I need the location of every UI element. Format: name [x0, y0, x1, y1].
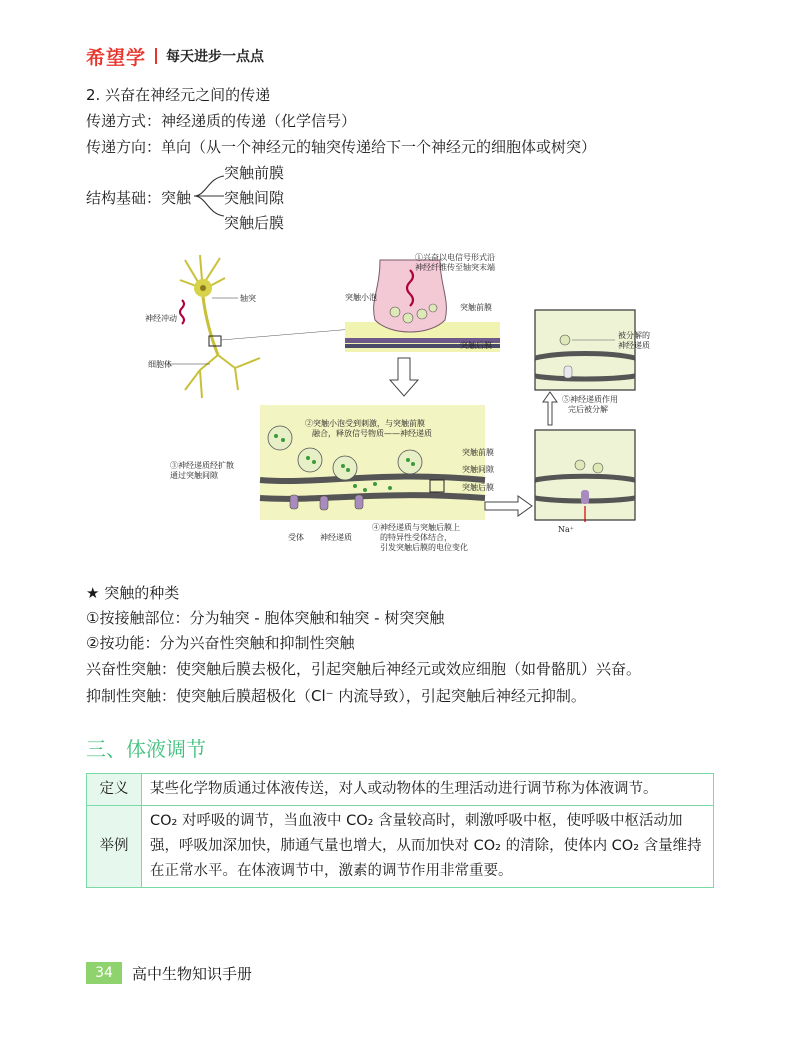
step5-line2: 完后被分解 — [568, 405, 608, 414]
excitatory-synapse: 兴奋性突触：使突触后膜去极化，引起突触后神经元或效应细胞（如骨骼肌）兴奋。 — [86, 660, 642, 678]
transfer-direction: 传递方向：单向（从一个神经元的轴突传递给下一个神经元的细胞体或树突） — [86, 138, 597, 156]
label-pre-mid: 突触前膜 — [462, 448, 494, 457]
label-transmitter: 神经递质 — [320, 533, 352, 542]
structure-part-cleft: 突触间隙 — [224, 189, 285, 207]
synapse-figure — [140, 240, 660, 575]
label-post-top: 突触后膜 — [460, 341, 492, 350]
step2-line1: ②突触小泡受到刺激，与突触前膜 — [305, 419, 425, 428]
label-receptor: 受体 — [288, 533, 304, 542]
structure-brace — [192, 168, 226, 224]
inhibitory-synapse: 抑制性突触：使突触后膜超极化（Cl⁻ 内流导致），引起突触后神经元抑制。 — [86, 687, 586, 705]
step4-line3: 引发突触后膜的电位变化 — [380, 543, 468, 552]
right-panel-upper — [535, 310, 635, 390]
section-heading: 2. 兴奋在神经元之间的传递 — [86, 86, 271, 104]
label-cell-body: 细胞体 — [148, 360, 172, 369]
decomposed-line2: 神经递质 — [618, 341, 650, 350]
table-row — [87, 806, 714, 888]
definition-text: 某些化学物质通过体液传送，对人或动物体的生理活动进行调节称为体液调节。 — [142, 774, 714, 806]
header-divider — [155, 48, 157, 64]
page-footer — [86, 962, 252, 984]
label-axon: 轴突 — [240, 294, 256, 303]
transfer-method: 传递方式：神经递质的传递（化学信号） — [86, 112, 357, 130]
label-cleft-mid: 突触间隙 — [462, 465, 494, 474]
step2-line2: 融合，释放信号物质——神经递质 — [312, 429, 432, 438]
types-title: ★ 突触的种类 — [86, 584, 180, 602]
neuron-drawing — [165, 255, 365, 398]
structure-label: 结构基础：突触 — [86, 189, 192, 207]
right-panel-lower — [535, 430, 635, 522]
page-header — [86, 44, 264, 68]
label-na: Na⁺ — [558, 525, 574, 534]
step4-line1: ④神经递质与突触后膜上 — [372, 523, 460, 532]
step3-line1: ③神经递质经扩散 — [170, 461, 234, 470]
step4-line2: 的特异性受体结合， — [380, 533, 452, 542]
types-item-1: ①按接触部位：分为轴突 - 胞体突触和轴突 - 树突突触 — [86, 609, 445, 627]
section-title: 三、体液调节 — [86, 737, 206, 761]
decomposed-line1: 被分解的 — [618, 331, 650, 340]
structure-part-post: 突触后膜 — [224, 214, 285, 232]
step1-line2: 神经纤维传至轴突末端 — [415, 263, 495, 272]
definition-head: 定义 — [87, 774, 142, 806]
label-vesicle: 突触小泡 — [345, 293, 377, 302]
label-pre-top: 突触前膜 — [460, 303, 492, 312]
step3-line2: 通过突触间隙 — [170, 471, 218, 480]
example-head: 举例 — [87, 806, 142, 888]
step5-line1: ⑤神经递质作用 — [562, 395, 618, 404]
brand-logo: 希望学 — [86, 46, 147, 69]
book-title: 高中生物知识手册 — [132, 964, 253, 983]
label-impulse: 神经冲动 — [145, 314, 177, 323]
header-slogan: 每天进步一点点 — [166, 49, 265, 65]
humoral-table — [86, 773, 714, 888]
table-row — [87, 774, 714, 806]
label-post-mid: 突触后膜 — [462, 483, 494, 492]
step1-line1: ①兴奋以电信号形式沿 — [415, 253, 495, 262]
example-text: CO₂ 对呼吸的调节，当血液中 CO₂ 含量较高时，刺激呼吸中枢，使呼吸中枢活动加强，呼吸加深加快，肺通气量也增大，从而加快对 CO₂ 的清除，使体内 CO₂ 含量维持在正常水平。在体液调节中，激素的调节作用非常重要。 — [142, 806, 714, 888]
structure-part-pre: 突触前膜 — [224, 164, 285, 182]
page-number: 34 — [86, 962, 122, 984]
types-item-2: ②按功能：分为兴奋性突触和抑制性突触 — [86, 634, 355, 652]
